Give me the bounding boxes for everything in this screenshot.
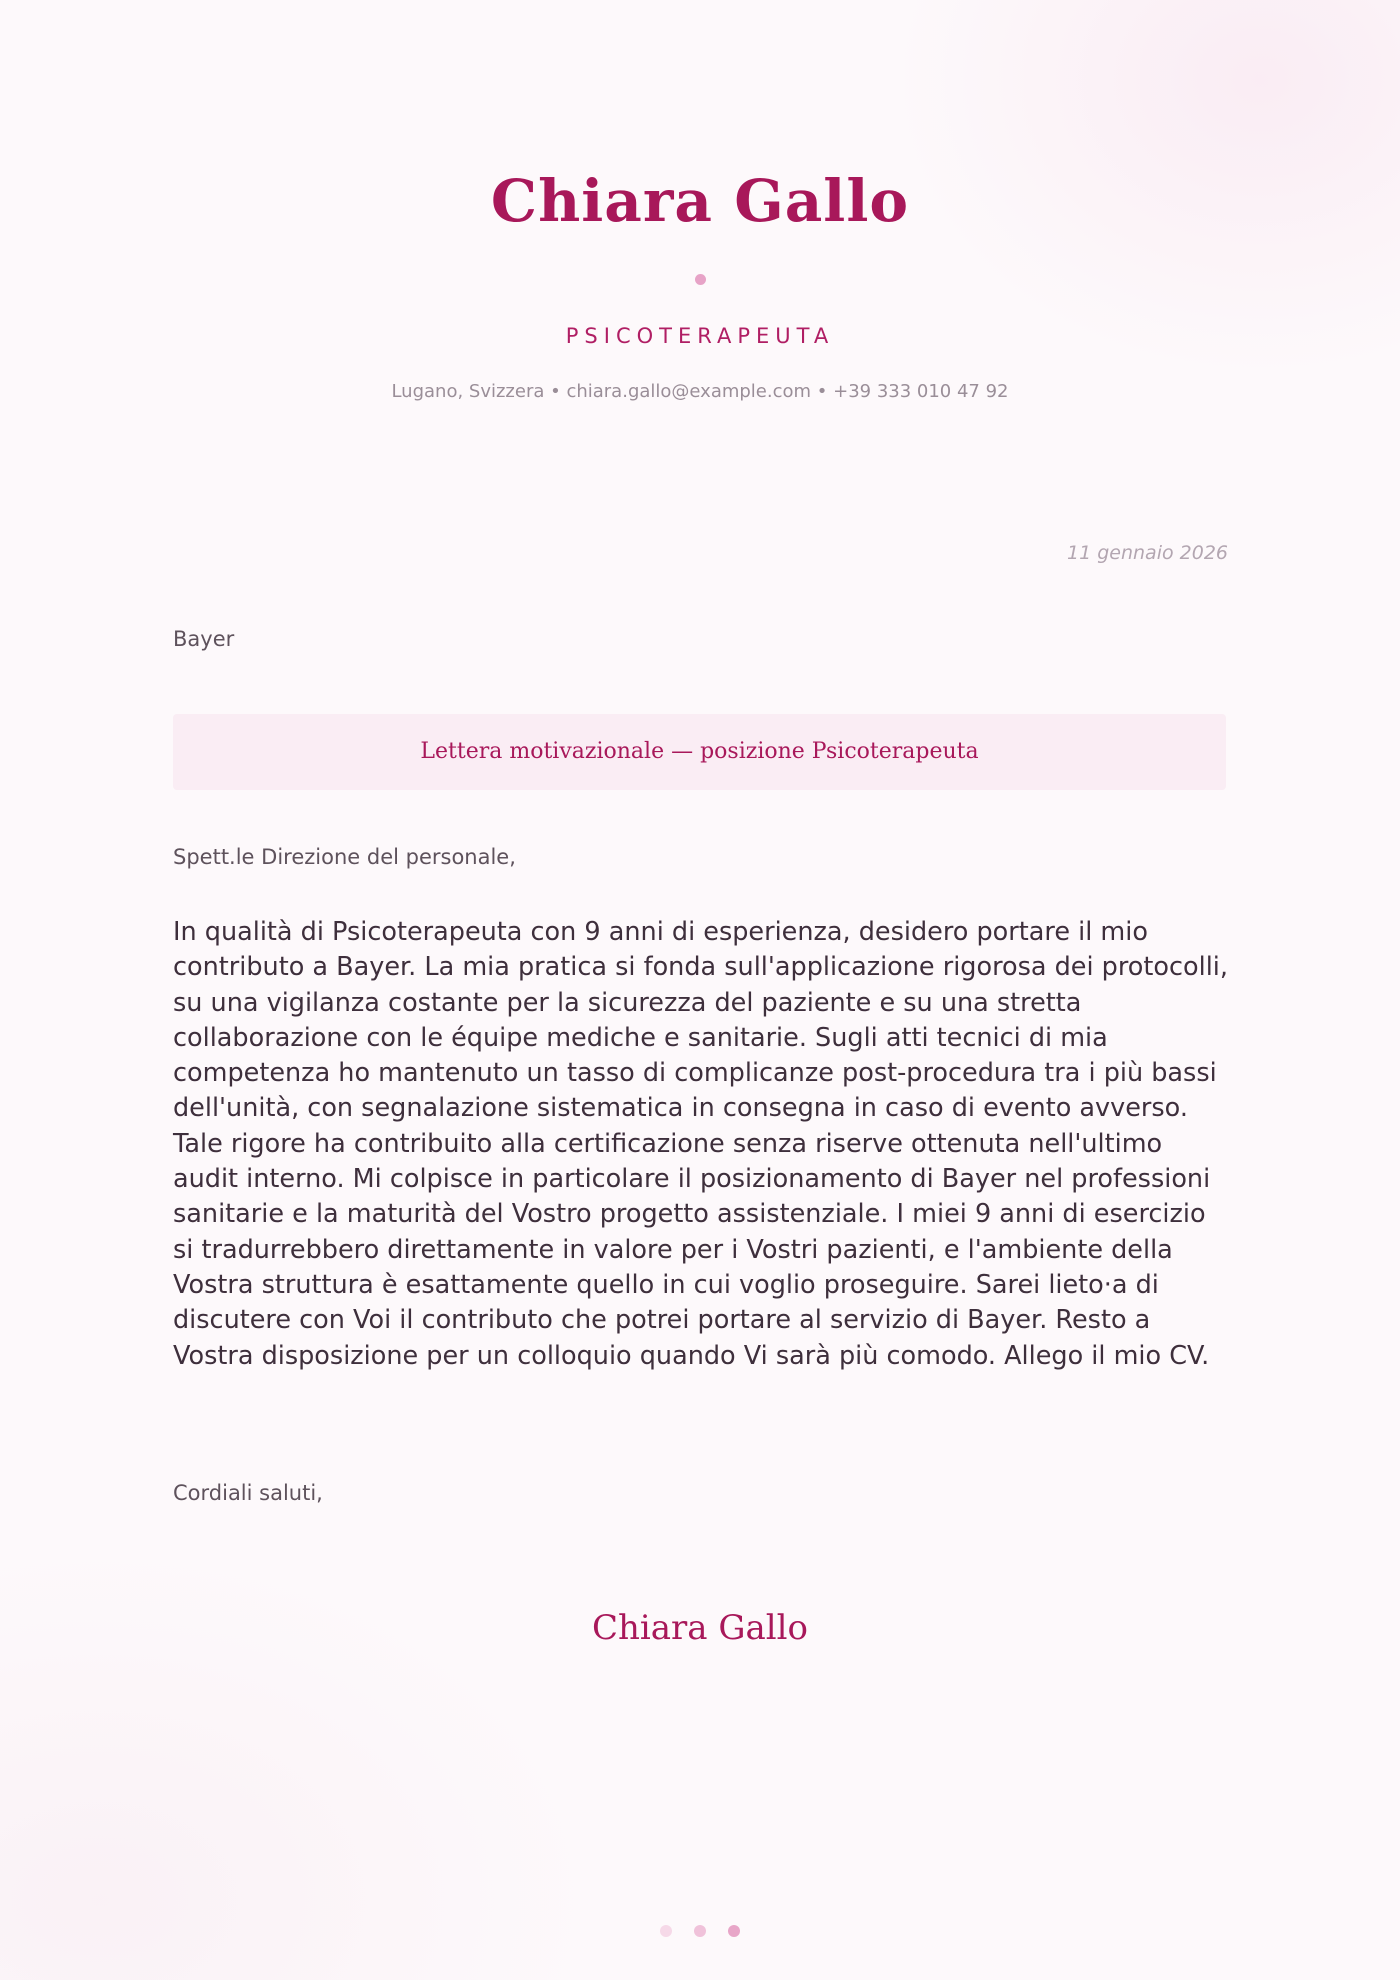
letter-date: 11 gennaio 2026 [1067,542,1228,564]
subject-banner [173,714,1226,790]
sender-role: PSICOTERAPEUTA [565,324,835,348]
footer-dots [0,1925,1400,1937]
sender-contact: Lugano, Svizzera • chiara.gallo@example.com • +39 333 010 47 92 [391,381,1009,402]
letter-greeting: Spett.le Direzione del personale, [173,845,516,869]
signature: Chiara Gallo [591,1608,809,1648]
letter-header [0,160,1400,405]
letter-body: In qualità di Psicoterapeuta con 9 anni di esperienza, desidero portare il mio contributo a Bayer. La mia pratica si fonda sull'applicazione rigorosa dei protocolli, su una vigilanza costante per la sicurezza del paziente e su una stretta collaborazione con le équipe mediche e sanitarie. Sugli atti tecnici di mia competenza ho mantenuto un tasso di complicanze post-procedura tra i più bassi dell'unità, con segnalazione sistematica in consegna in caso di evento avverso. Tale rigore ha contribuito alla certificazione senza riserve ottenuta nell'ultimo audit interno. Mi colpisce in particolare il posizionamento di Bayer nel professioni sanitarie e la maturità del Vostro progetto assistenziale. I miei 9 anni di esercizio si tradurrebbero direttamente in valore per i Vostri pazienti, e l'ambiente della Vostra struttura è esattamente quello in cui voglio proseguire. Sarei lieto·a di discutere con Voi il contributo che potrei portare al servizio di Bayer. Resto a Vostra disposizione per un colloquio quando Vi sarà più comodo. Allego il mio CV. [173,917,1228,1371]
sender-name: Chiara Gallo [490,167,910,235]
footer-dot-icon [694,1925,706,1937]
letter-closing: Cordiali saluti, [173,1481,323,1505]
footer-dot-icon [728,1925,740,1937]
footer-dot-icon [660,1925,672,1937]
letter-subject: Lettera motivazionale — posizione Psicoterapeuta [420,739,979,764]
recipient-name: Bayer [173,627,235,651]
decorative-dot-icon [695,274,706,285]
